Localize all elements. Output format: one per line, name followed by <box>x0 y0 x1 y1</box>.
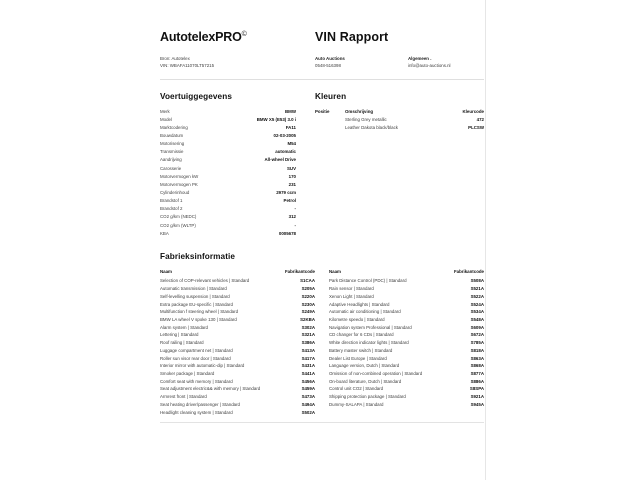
factory-row <box>160 316 315 324</box>
factory-col-naam-left: Naam <box>160 268 172 274</box>
factory-row <box>329 378 484 386</box>
factory-option-code: S548A <box>470 317 484 322</box>
factory-option-name: Armrest front | Standard <box>160 394 207 400</box>
colors-header-row <box>315 108 484 117</box>
factory-option-code: S386A <box>301 340 315 346</box>
factory-option-name: Interior mirror with automatic-dip | Standard <box>160 363 245 369</box>
factory-row <box>329 277 484 285</box>
dealer-name: Auto Auctions <box>315 56 345 61</box>
vehicle-spec-label: CO2 g/km (NEDC) <box>160 214 197 220</box>
factory-option-name: Automatic transmission | Standard <box>160 286 227 292</box>
factory-option-code: S431A <box>301 363 315 369</box>
factory-row <box>160 370 315 378</box>
factory-left-header-row <box>160 268 315 278</box>
colors-cell-kleurcode: 472 <box>476 117 484 123</box>
vehicle-spec-label: Merk <box>160 108 170 114</box>
factory-row <box>160 393 315 401</box>
vehicle-spec-label: Motorisering <box>160 141 185 147</box>
factory-row <box>329 362 484 370</box>
factory-row <box>329 370 484 378</box>
factory-option-name: Navigation system Professional | Standard <box>329 324 412 330</box>
general-email: info@auto-auctions.nl <box>408 63 451 69</box>
factory-option-code: S473A <box>301 394 315 400</box>
factory-option-name: Smoker package | Standard <box>160 371 215 377</box>
colors-cell-positie <box>315 124 345 132</box>
factory-option-name: Adaptive Headlights | Standard <box>329 301 390 307</box>
factory-option-name: Comfort seat with memory | Standard <box>160 378 233 384</box>
vehicle-spec-label: Bouwdatum <box>160 132 184 138</box>
vehicle-spec-value: 02-03-2005 <box>273 132 296 138</box>
vehicle-spec-row <box>160 181 296 189</box>
factory-option-name: Luggage compartment net | Standard <box>160 347 233 353</box>
factory-row <box>329 401 484 409</box>
vehicle-spec-table <box>160 108 296 238</box>
factory-option-code: S417A <box>301 355 315 361</box>
vehicle-spec-label: Brandstof 2 <box>160 206 183 212</box>
factory-right-header-row <box>329 268 484 278</box>
factory-option-name: Seat adjustment electric&& with memory | Standard <box>160 386 261 392</box>
brand-name: AutotelexPRO <box>160 30 242 44</box>
vehicle-spec-row <box>160 124 296 132</box>
general-block <box>408 55 484 70</box>
factory-option-name: Park Distance Control (PDC) | Standard <box>329 278 407 284</box>
factory-row <box>160 293 315 301</box>
factory-col-code-left: Fabrikantcode <box>284 268 315 274</box>
vehicle-spec-label: Motorvermogen kW <box>160 173 199 179</box>
vehicle-spec-row <box>160 205 296 213</box>
colors-table <box>315 108 484 133</box>
vehicle-spec-label: KBA <box>160 230 169 236</box>
factory-option-name: Rain sensor | Standard <box>329 286 374 292</box>
factory-row <box>160 355 315 363</box>
factory-option-code: S502A <box>301 409 315 415</box>
factory-option-name: Dummy-SALAPA | Standard <box>329 401 384 407</box>
vehicle-spec-row <box>160 173 296 181</box>
colors-col-omschrijving: Omschrijving <box>345 108 374 114</box>
vehicle-spec-value: M54 <box>287 141 296 147</box>
factory-option-code: S441A <box>301 371 315 377</box>
factory-row <box>329 385 484 393</box>
vehicle-spec-row <box>160 213 296 221</box>
factory-option-code: S508A <box>470 278 484 284</box>
factory-row <box>329 308 484 316</box>
factory-row <box>160 378 315 386</box>
factory-option-name: Alarm system | Standard <box>160 324 208 330</box>
factory-option-name: Automatic air conditioning | Standard <box>329 309 401 315</box>
factory-row <box>160 385 315 393</box>
factory-column-right <box>329 268 484 417</box>
vehicle-section-title: Voertuiggegevens <box>160 91 232 101</box>
factory-row <box>329 331 484 339</box>
vehicle-spec-row <box>160 108 296 116</box>
colors-row <box>315 116 484 124</box>
vehicle-spec-value: FA11 <box>285 124 296 130</box>
factory-option-name: BMW LA wheel V spoke 130 | Standard <box>160 317 237 322</box>
factory-option-code: S863A <box>470 355 484 361</box>
vehicle-spec-row <box>160 222 296 230</box>
factory-option-name: Control unit CO2 | Standard <box>329 386 384 392</box>
vehicle-spec-value: 231 <box>288 181 296 187</box>
source-label: Bron: Autotelex <box>160 56 190 61</box>
factory-option-code: S249A <box>301 309 315 315</box>
vehicle-spec-label: CO2 g/km (WLTP) <box>160 222 196 228</box>
vehicle-spec-label: Marktcodering <box>160 124 188 130</box>
factory-section-title: Fabrieksinformatie <box>160 251 236 261</box>
factory-col-code-right: Fabrikantcode <box>453 268 484 274</box>
factory-option-name: Roller sun visor rear door | Standard <box>160 355 231 361</box>
factory-option-code: S886A <box>470 378 484 384</box>
factory-option-code: S220A <box>301 293 315 299</box>
factory-option-code: S321A <box>301 332 315 338</box>
vehicle-spec-value: BMW <box>285 108 296 114</box>
colors-section <box>315 92 484 238</box>
factory-row <box>329 324 484 332</box>
factory-option-name: Kilometre speedo | Standard <box>329 317 385 322</box>
factory-option-name: White direction indicator lights | Standard <box>329 340 409 346</box>
factory-row <box>160 324 315 332</box>
factory-row <box>160 339 315 347</box>
vehicle-spec-label: Transmissie <box>160 149 184 155</box>
factory-option-code: S8SPA <box>469 386 484 392</box>
factory-option-name: Multifunction f steering wheel | Standard <box>160 309 239 315</box>
vehicle-section <box>160 92 315 238</box>
factory-option-name: Seat heating driver/passenger | Standard <box>160 401 240 407</box>
factory-option-name: Headlight cleaning system | Standard <box>160 409 233 415</box>
factory-row <box>160 285 315 293</box>
source-block <box>160 55 315 70</box>
factory-option-code: S609A <box>470 324 484 330</box>
colors-section-title: Kleuren <box>315 91 347 101</box>
colors-col-positie: Positie <box>315 108 330 114</box>
factory-row <box>329 285 484 293</box>
general-label: Algemeen . <box>408 56 432 61</box>
factory-row <box>160 409 315 417</box>
factory-row <box>329 355 484 363</box>
colors-cell-kleurcode: PLCSW <box>468 125 484 131</box>
vehicle-spec-value: - <box>294 222 296 228</box>
factory-row <box>160 301 315 309</box>
factory-row <box>160 277 315 285</box>
report-header <box>160 30 484 44</box>
factory-option-code: S205A <box>301 286 315 292</box>
brand-title <box>160 30 315 44</box>
factory-option-code: S494A <box>301 401 315 407</box>
factory-row <box>329 339 484 347</box>
header-divider <box>160 79 484 80</box>
factory-row <box>160 401 315 409</box>
factory-option-code: S2KBA <box>300 317 315 322</box>
vehicle-spec-label: Cylinderinhoud <box>160 189 190 195</box>
factory-option-name: Language version, Dutch | Standard <box>329 363 400 369</box>
vehicle-spec-value: BMW X5 (E53) 3.0 i <box>256 116 296 122</box>
vehicle-spec-value: All-wheel Drive <box>264 157 296 163</box>
vin-label: VIN: WBAFA11070LT57215 <box>160 63 215 69</box>
factory-option-code: S524A <box>470 301 484 307</box>
factory-option-code: S534A <box>470 309 484 315</box>
factory-option-name: Roof railing | Standard <box>160 340 204 346</box>
vehicle-spec-label: Aandrijving <box>160 157 182 163</box>
factory-row <box>329 393 484 401</box>
factory-option-code: S230A <box>301 301 315 307</box>
page-title: VIN Rapport <box>315 30 389 44</box>
vehicle-spec-row <box>160 148 296 156</box>
vehicle-spec-row <box>160 165 296 173</box>
factory-option-name: Omission of non-combined operation | Standard <box>329 371 423 377</box>
factory-divider <box>160 422 484 423</box>
factory-option-name: Xenon Light | Standard <box>329 293 374 299</box>
factory-option-name: Self-levelling suspension | Standard <box>160 293 230 299</box>
factory-option-code: S945A <box>470 401 484 407</box>
colors-cell-omschrijving: Sterling Grey metallic <box>345 117 387 123</box>
dealer-phone: 0548-516398 <box>315 63 341 69</box>
vehicle-spec-label: Model <box>160 116 172 122</box>
vehicle-spec-value: - <box>294 206 296 212</box>
vehicle-spec-label: Motorvermogen PK <box>160 181 198 187</box>
vehicle-spec-label: Carosserie <box>160 165 182 171</box>
factory-option-code: S921A <box>470 394 484 400</box>
factory-option-name: On-board literature, Dutch | Standard <box>329 378 402 384</box>
vehicle-spec-value: Petrol <box>283 198 296 204</box>
vehicle-spec-row <box>160 197 296 205</box>
factory-option-code: S521A <box>470 286 484 292</box>
factory-option-code: S877A <box>470 371 484 377</box>
colors-row <box>315 124 484 132</box>
vehicle-spec-value: 0005678 <box>278 230 296 236</box>
factory-option-name: Battery master switch | Standard <box>329 347 393 353</box>
details-band <box>160 92 484 238</box>
factory-option-code: S1CAA <box>300 278 315 284</box>
vehicle-spec-row <box>160 189 296 197</box>
dealer-block <box>315 55 408 70</box>
vehicle-spec-value: 2979 ccm <box>276 189 296 195</box>
factory-table-right <box>329 268 484 409</box>
vehicle-spec-row <box>160 156 296 164</box>
vehicle-spec-value: 312 <box>288 214 296 220</box>
vehicle-spec-value: 170 <box>288 173 296 179</box>
factory-option-code: S522A <box>470 293 484 299</box>
factory-option-name: Lettering | Standard <box>160 332 199 338</box>
factory-option-name: Extra package EU-specific | Standard <box>160 301 233 307</box>
factory-option-code: S413A <box>301 347 315 353</box>
factory-option-name: CD changer for 6 CDs | Standard <box>329 332 394 338</box>
factory-option-code: S459A <box>301 386 315 392</box>
factory-row <box>329 301 484 309</box>
vehicle-spec-value: automatic <box>275 149 296 155</box>
factory-option-code: S868A <box>470 363 484 369</box>
factory-row <box>160 331 315 339</box>
header-meta <box>160 55 484 70</box>
vehicle-spec-value: SUV <box>286 165 296 171</box>
vehicle-spec-row <box>160 140 296 148</box>
copyright-icon: © <box>241 30 247 38</box>
vehicle-spec-row <box>160 132 296 140</box>
factory-col-naam-right: Naam <box>329 268 341 274</box>
factory-option-name: Shipping protection package | Standard <box>329 394 406 400</box>
factory-option-name: Selection of COP-relevant vehicles | Standard <box>160 278 250 284</box>
colors-cell-omschrijving: Leather Dakota black/black <box>345 125 398 131</box>
factory-row <box>160 347 315 355</box>
factory-option-name: Dealer List Europe | Standard <box>329 355 387 361</box>
factory-section <box>160 252 484 424</box>
factory-row <box>329 347 484 355</box>
vehicle-spec-row <box>160 116 296 124</box>
factory-table-left <box>160 268 315 417</box>
factory-option-code: S818A <box>470 347 484 353</box>
factory-option-code: S785A <box>470 340 484 346</box>
factory-option-code: S456A <box>301 378 315 384</box>
factory-column-left <box>160 268 315 417</box>
colors-col-kleurcode: Kleurcode <box>462 108 484 114</box>
colors-cell-positie <box>315 116 345 124</box>
vehicle-spec-row <box>160 230 296 238</box>
factory-option-code: S672A <box>470 332 484 338</box>
factory-row <box>329 316 484 324</box>
vehicle-spec-label: Brandstof 1 <box>160 198 183 204</box>
factory-row <box>160 308 315 316</box>
factory-row <box>329 293 484 301</box>
factory-option-code: S302A <box>301 324 315 330</box>
factory-row <box>160 362 315 370</box>
